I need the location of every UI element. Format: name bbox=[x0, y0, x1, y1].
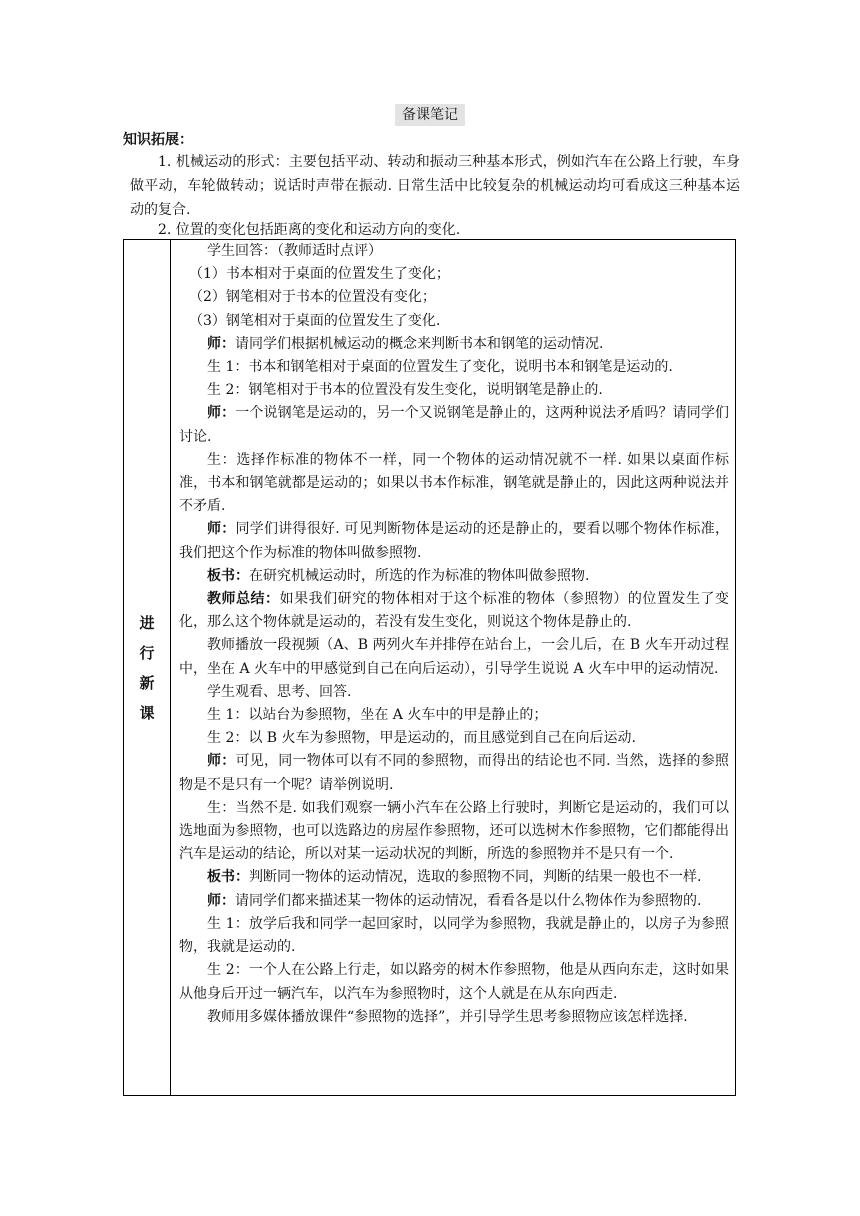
lesson-line bbox=[179, 449, 729, 519]
lesson-content-cell bbox=[171, 240, 736, 1096]
knowledge-paragraph-1: 1. 机械运动的形式：主要包括平动、转动和振动三种基本形式，例如汽车在公路上行驶，车身做平动，车轮做转动；说话时声带在振动. 日常生活中比较复杂的机械运动均可看成这三种基本运动的复合. bbox=[130, 154, 740, 218]
lesson-line bbox=[179, 890, 729, 913]
lesson-line bbox=[179, 240, 729, 263]
section-label bbox=[139, 608, 155, 728]
line-text: 同学们讲得很好. 可见判断物体是运动的还是静止的，要看以哪个物体作标准，我们把这个作为标准的物体叫做参照物. bbox=[179, 521, 730, 561]
lesson-line bbox=[179, 588, 729, 634]
speaker-label: 师： bbox=[207, 753, 236, 770]
line-text: 生 1：放学后我和同学一起回家时，以同学为参照物，我就是静止的，以房子为参照物，我就是运动的. bbox=[179, 915, 729, 956]
knowledge-heading: 知识拓展： bbox=[123, 132, 193, 148]
speaker-label: 板书： bbox=[207, 567, 249, 584]
speaker-label: 师： bbox=[207, 892, 235, 909]
lesson-line bbox=[179, 1006, 729, 1029]
section-label-char: 行 bbox=[139, 643, 155, 662]
lesson-line bbox=[179, 727, 729, 750]
note-title: 备课笔记 bbox=[395, 104, 465, 126]
line-text: 生：当然不是. 如我们观察一辆小汽车在公路上行驶时，判断它是运动的，我们可以选地面为参照物，也可以选路边的房屋作参照物，还可以选树木作参照物，它们都能得出汽车是运动的结论，所以对某一运动状况的判断，所选的参照物并不是只有一个. bbox=[179, 799, 729, 863]
lesson-row bbox=[124, 240, 736, 1096]
line-text: 在研究机械运动时，所选的作为标准的物体叫做参照物. bbox=[249, 567, 590, 584]
line-text: 请同学们根据机械运动的概念来判断书本和钢笔的运动情况. bbox=[235, 335, 604, 352]
line-text: 生 1：以站台为参照物，坐在 A 火车中的甲是静止的； bbox=[207, 707, 548, 724]
lesson-line bbox=[179, 565, 729, 588]
line-text: 教师播放一段视频（A、B 两列火车并排停在站台上，一会儿后，在 B 火车开动过程中，坐在 A 火车中的甲感觉到自己在向后运动），引导学生说说 A 火车中甲的运动情况. bbox=[179, 637, 729, 677]
lesson-line bbox=[179, 797, 729, 867]
line-text: 生 2：钢笔相对于书本的位置没有发生变化，说明钢笔是静止的. bbox=[207, 382, 603, 399]
lesson-line bbox=[179, 286, 729, 309]
lesson-line bbox=[179, 681, 729, 704]
speaker-label: 板书： bbox=[207, 869, 249, 886]
lesson-line bbox=[179, 750, 729, 796]
line-text: 生 2：一个人在公路上行走，如以路旁的树木作参照物，他是从西向东走，这时如果从他身后开过一辆汽车，以汽车为参照物时，这个人就是在从东向西走. bbox=[179, 962, 729, 1002]
line-text: 教师用多媒体播放课件“参照物的选择”，并引导学生思考参照物应该怎样选择. bbox=[207, 1008, 688, 1025]
lesson-line bbox=[179, 959, 729, 1005]
speaker-label: 师： bbox=[207, 335, 235, 352]
lesson-line bbox=[179, 866, 729, 889]
knowledge-paragraph-2: 2. 位置的变化包括距离的变化和运动方向的变化. bbox=[158, 222, 461, 238]
line-text: 一个说钢笔是运动的，另一个又说钢笔是静止的，这两种说法矛盾吗？请同学们讨论. bbox=[179, 405, 730, 445]
section-label-char: 进 bbox=[139, 613, 155, 632]
lesson-line bbox=[179, 518, 729, 564]
line-text: 可见，同一物体可以有不同的参照物，而得出的结论也不同. 当然，选择的参照物是不是只有一个呢？请举例说明. bbox=[179, 753, 730, 793]
lesson-line bbox=[179, 634, 729, 680]
lesson-line bbox=[179, 379, 729, 402]
lesson-line bbox=[179, 704, 729, 727]
section-label-cell bbox=[124, 240, 171, 1096]
line-text: 请同学们都来描述某一物体的运动情况，看看各是以什么物体作为参照物的. bbox=[235, 892, 702, 909]
lesson-line bbox=[179, 913, 729, 959]
lesson-line bbox=[179, 333, 729, 356]
line-text: 如果我们研究的物体相对于这个标准的物体（参照物）的位置发生了变化，那么这个物体就是运动的，若没有发生变化，则说这个物体是静止的. bbox=[179, 591, 730, 631]
lesson-table bbox=[123, 239, 736, 1096]
line-text: 生 1：书本和钢笔相对于桌面的位置发生了变化，说明书本和钢笔是运动的. bbox=[207, 359, 673, 376]
lesson-line bbox=[179, 356, 729, 379]
lesson-line bbox=[179, 402, 729, 448]
line-text: 判断同一物体的运动情况，选取的参照物不同，判断的结果一般也不一样. bbox=[249, 869, 702, 886]
line-text: （3）钢笔相对于桌面的位置发生了变化. bbox=[189, 312, 441, 329]
line-text: （1）书本相对于桌面的位置发生了变化； bbox=[189, 266, 450, 283]
line-text: 生 2：以 B 火车为参照物，甲是运动的，而且感觉到自己在向后运动. bbox=[207, 730, 636, 747]
lesson-line bbox=[179, 310, 729, 333]
line-text: 学生回答：（教师适时点评） bbox=[207, 243, 382, 259]
speaker-label: 教师总结： bbox=[207, 591, 280, 608]
speaker-label: 师： bbox=[207, 405, 236, 422]
lesson-line bbox=[179, 263, 729, 286]
line-text: （2）钢笔相对于书本的位置没有变化； bbox=[189, 289, 436, 306]
section-label-char: 课 bbox=[139, 703, 155, 722]
speaker-label: 师： bbox=[207, 521, 236, 538]
line-text: 生：选择作标准的物体不一样，同一个物体的运动情况就不一样. 如果以桌面作标准，书本和钢笔就都是运动的；如果以书本作标准，钢笔就是静止的，因此这两种说法并不矛盾. bbox=[179, 451, 729, 515]
line-text: 学生观看、思考、回答. bbox=[207, 683, 352, 700]
section-label-char: 新 bbox=[139, 673, 155, 692]
